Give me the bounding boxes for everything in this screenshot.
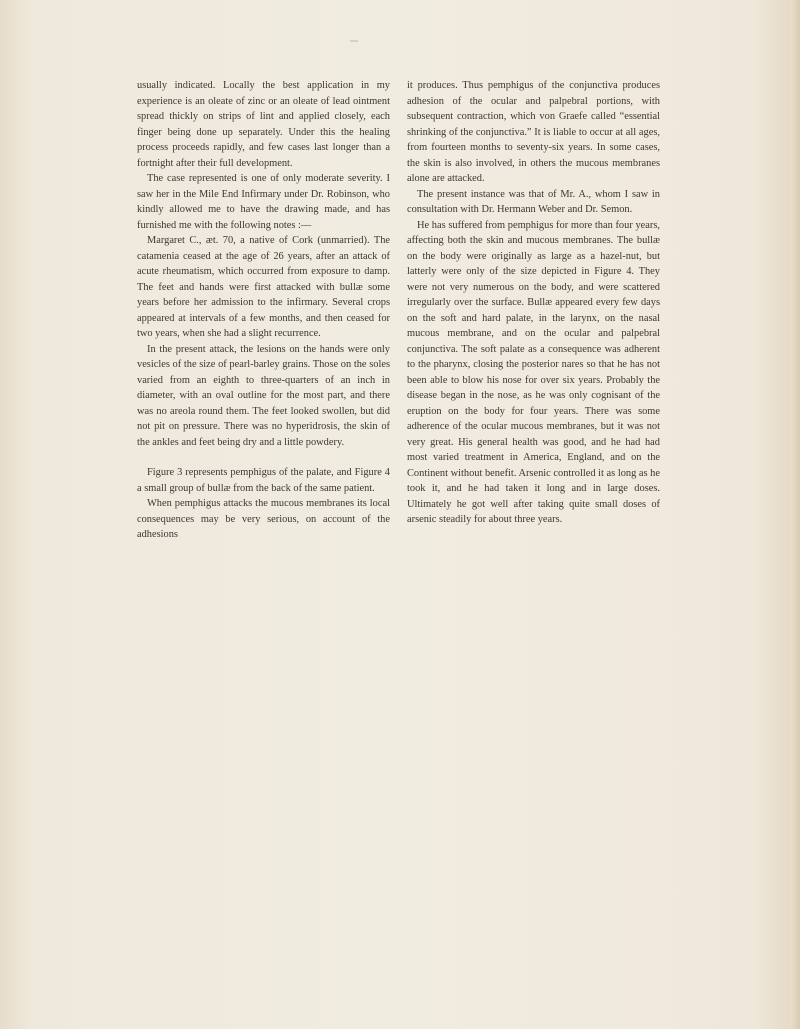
- paragraph: Figure 3 represents pemphigus of the palate, and Figure 4 a small group of bullæ from the back of the same patient.: [137, 467, 390, 494]
- paragraph: The case represented is one of only moderate severity. I saw her in the Mile End Infirmary under Dr. Robinson, who kindly allowed me to have the drawing made, and has furnished me with the following notes :—: [137, 173, 390, 231]
- page-mark: [350, 40, 358, 42]
- paragraph: When pemphigus attacks the mucous membranes its local consequences may be very serious, on account of the adhesions: [137, 498, 390, 540]
- right-text-column: [407, 78, 660, 528]
- paragraph: He has suffered from pemphigus for more than four years, affecting both the skin and mucous membranes. The bullæ on the body were originally as large as a hazel-nut, but latterly were only of the size depicted in Figure 4. They were not very numerous on the body, and were scattered irregularly over the surface. Bullæ appeared every few days on the soft and hard palate, in the larynx, on the nasal mucous membrane, and on the ocular and palpebral conjunctiva. The soft palate as a consequence was adherent to the pharynx, closing the posterior nares so that he has not been able to blow his nose for over six years. Probably the disease began in the nose, as he was only cognisant of the eruption on the body for four years. There was some adherence of the ocular mucous membranes, but it was not very great. His general health was good, and he had had most varied treatment in America, England, and on the Continent without benefit. Arsenic controlled it as long as he took it, and he had taken it long and in large doses. Ultimately he got well after taking quite small doses of arsenic steadily for about three years.: [407, 219, 660, 525]
- paragraph: it produces. Thus pemphigus of the conjunctiva produces adhesion of the ocular and palpebral portions, with subsequent contraction, which von Graefe called “essential shrinking of the conjunctiva.” It is liable to occur at all ages, from fourteen months to seventy-six years. In some cases, the skin is also involved, in others the mucous membranes alone are attacked.: [407, 80, 660, 184]
- paragraph: In the present attack, the lesions on the hands were only vesicles of the size of pearl-barley grains. Those on the soles varied from an eighth to three-quarters of an inch in diameter, with an oval outline for the most part, and there was no areola round them. The feet looked swollen, but did not pit on pressure. There was no hyperidrosis, the skin of the ankles and feet being dry and a little powdery.: [137, 343, 390, 448]
- left-text-column: [137, 78, 390, 543]
- paragraph: usually indicated. Locally the best application in my experience is an oleate of zinc or an oleate of lead ointment spread thickly on strips of lint and applied closely, each finger being done up separately. Under this the healing process proceeds rapidly, and few cases last longer than a fortnight after their full development.: [137, 80, 390, 169]
- paragraph: Margaret C., æt. 70, a native of Cork (unmarried). The catamenia ceased at the age of 26 years, after an attack of acute rheumatism, which occurred from exposure to damp. The feet and hands were first attacked with bullæ some years before her admission to the infirmary. Several crops appeared at intervals of a few months, and then ceased for two years, when she had a slight recurrence.: [137, 235, 390, 339]
- page-edge: [790, 0, 800, 1029]
- paragraph: The present instance was that of Mr. A., whom I saw in consultation with Dr. Hermann Weber and Dr. Semon.: [407, 188, 660, 215]
